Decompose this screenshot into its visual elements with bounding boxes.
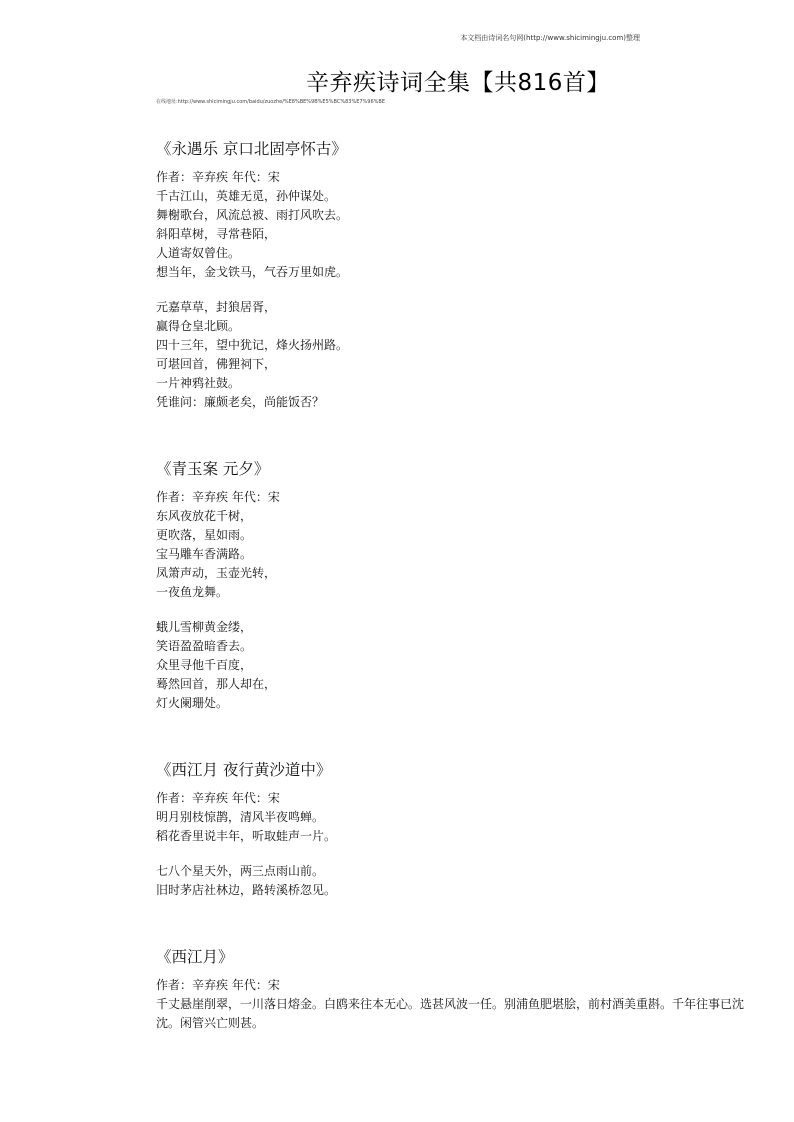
poem-line: 东风夜放花千树， xyxy=(156,509,253,523)
stanza-gap xyxy=(156,602,746,618)
poem-3 xyxy=(156,759,746,900)
poem-line: 四十三年，望中犹记，烽火扬州路。 xyxy=(156,338,349,352)
poem-line: 众里寻他千百度， xyxy=(156,658,253,672)
poem-line: 蛾儿雪柳黄金缕， xyxy=(156,620,253,634)
poem-line: 蓦然回首，那人却在， xyxy=(156,677,277,691)
poem-title: 《西江月》 xyxy=(156,948,234,966)
poem-line: 千古江山，英雄无觅，孙仲谋处。 xyxy=(156,189,337,203)
poem-list xyxy=(156,138,746,1079)
poem-meta: 作者：辛弃疾 年代：宋 xyxy=(156,791,280,805)
poem-line: 笑语盈盈暗香去。 xyxy=(156,639,253,653)
poem-line: 人道寄奴曾住。 xyxy=(156,246,241,260)
source-note: 本文档由诗词名句网(http://www.shicimingju.com)整理 xyxy=(460,34,640,42)
poem-line: 更吹落，星如雨。 xyxy=(156,528,253,542)
poem-line: 千丈悬崖削翠，一川落日熔金。白鸥来往本无心。选甚风波一任。别浦鱼肥堪脍，前村酒美重斟。千年往事已沈沈。闲管兴亡则甚。 xyxy=(156,997,745,1030)
poem-title: 《永遇乐 京口北固亭怀古》 xyxy=(156,140,347,158)
poem-1 xyxy=(156,138,746,412)
poem-meta: 作者：辛弃疾 年代：宋 xyxy=(156,978,280,992)
poem-line: 舞榭歌台，风流总被、雨打风吹去。 xyxy=(156,208,349,222)
poem-meta: 作者：辛弃疾 年代：宋 xyxy=(156,490,280,504)
poem-line: 元嘉草草，封狼居胥， xyxy=(156,300,277,314)
poem-title: 《青玉案 元夕》 xyxy=(156,460,270,478)
poem-meta: 作者：辛弃疾 年代：宋 xyxy=(156,170,280,184)
stanza-gap xyxy=(156,282,746,298)
poem-line: 想当年，金戈铁马，气吞万里如虎。 xyxy=(156,265,349,279)
poem-2 xyxy=(156,458,746,713)
page-title: 辛弃疾诗词全集【共816首】 xyxy=(306,70,610,96)
poem-line: 灯火阑珊处。 xyxy=(156,696,229,710)
poem-line: 明月别枝惊鹊，清风半夜鸣蝉。 xyxy=(156,810,325,824)
poem-4 xyxy=(156,946,746,1033)
source-url: 在线地址:http://www.shicimingju.com/baidu/zuozhe/%E8%BE%9B%E5%BC%83%E7%96%BE xyxy=(156,99,386,105)
poem-line: 赢得仓皇北顾。 xyxy=(156,319,241,333)
poem-line: 可堪回首，佛狸祠下， xyxy=(156,357,277,371)
poem-line: 凭谁问：廉颇老矣，尚能饭否？ xyxy=(156,395,325,409)
poem-line: 凤箫声动，玉壶光转， xyxy=(156,566,277,580)
poem-line: 一夜鱼龙舞。 xyxy=(156,585,229,599)
poem-line: 一片神鸦社鼓。 xyxy=(156,376,241,390)
poem-line: 稻花香里说丰年，听取蛙声一片。 xyxy=(156,829,337,843)
poem-line: 宝马雕车香满路。 xyxy=(156,547,253,561)
stanza-gap xyxy=(156,846,746,862)
poem-line: 七八个星天外，两三点雨山前。 xyxy=(156,864,325,878)
poem-line: 斜阳草树，寻常巷陌， xyxy=(156,227,277,241)
poem-line: 旧时茅店社林边，路转溪桥忽见。 xyxy=(156,883,337,897)
poem-title: 《西江月 夜行黄沙道中》 xyxy=(156,761,332,779)
